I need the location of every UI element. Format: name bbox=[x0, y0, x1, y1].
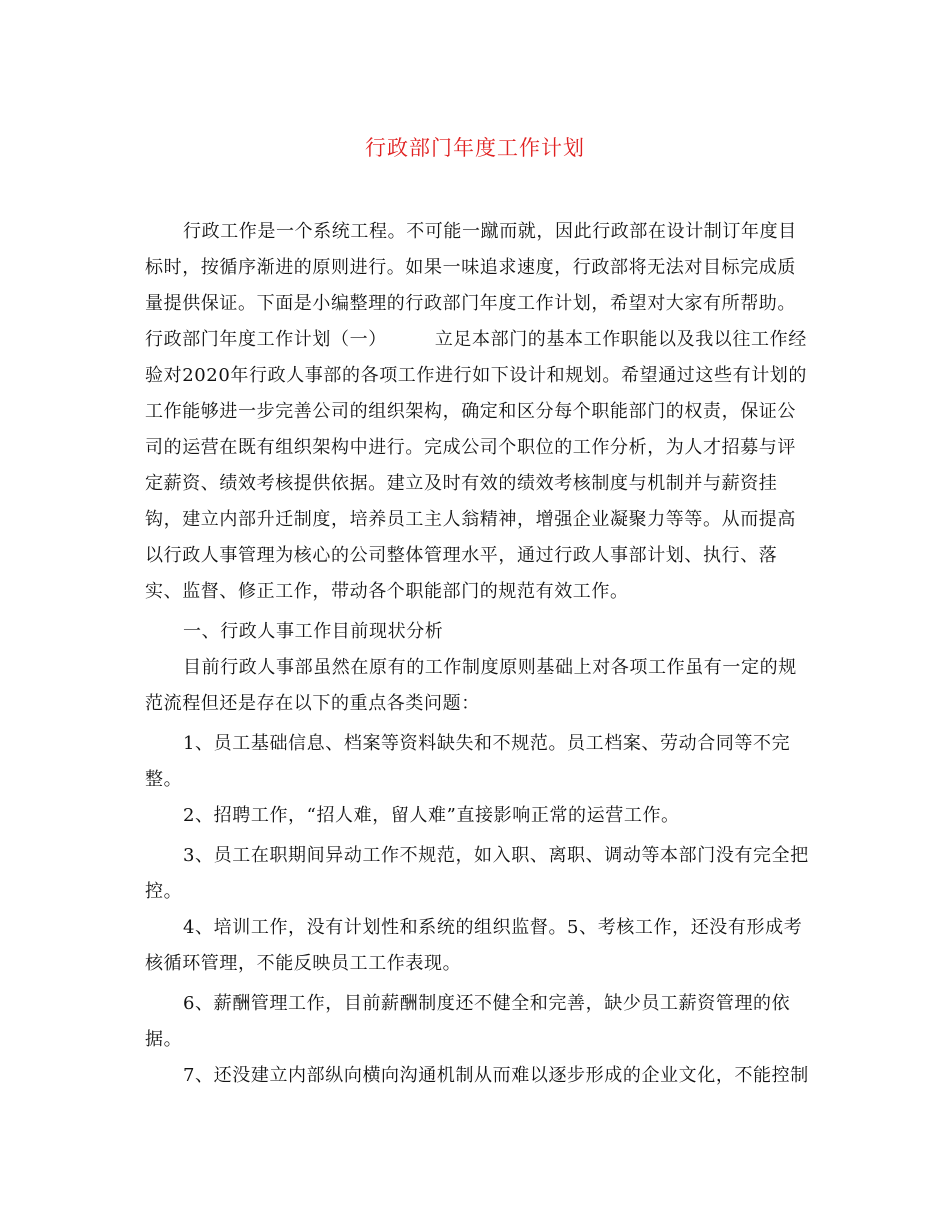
list-item-continuation: 整。 bbox=[145, 769, 183, 790]
paragraph-text: 立足本部门的基本工作职能以及我以往工作经 bbox=[434, 329, 807, 350]
list-item: 3、员工在职期间异动工作不规范，如入职、离职、调动等本部门没有完全把 bbox=[183, 845, 809, 866]
paragraph-line: 验对2020年行政人事部的各项工作进行如下设计和规划。希望通过这些有计划的 bbox=[145, 365, 808, 386]
list-item-continuation: 控。 bbox=[145, 881, 183, 902]
list-item: 2、招聘工作，“招人难，留人难”直接影响正常的运营工作。 bbox=[183, 805, 680, 826]
paragraph-line: 目前行政人事部虽然在原有的工作制度原则基础上对各项工作虽有一定的规 bbox=[183, 657, 797, 678]
paragraph-line: 实、监督、修正工作，带动各个职能部门的规范有效工作。 bbox=[145, 581, 629, 602]
document-title: 行政部门年度工作计划 bbox=[365, 136, 585, 160]
paragraph-line: 工作能够进一步完善公司的组织架构，确定和区分每个职能部门的权责，保证公 bbox=[145, 401, 796, 422]
list-item: 7、还没建立内部纵向横向沟通机制从而难以逐步形成的企业文化，不能控制 bbox=[183, 1065, 809, 1086]
paragraph-line: 行政工作是一个系统工程。不可能一蹴而就，因此行政部在设计制订年度目 bbox=[183, 221, 797, 242]
paragraph-line: 量提供保证。下面是小编整理的行政部门年度工作计划，希望对大家有所帮助。 bbox=[145, 293, 796, 314]
paragraph-line: 标时，按循序渐进的原则进行。如果一味追求速度，行政部将无法对目标完成质 bbox=[145, 257, 796, 278]
list-item: 4、培训工作，没有计划性和系统的组织监督。5、考核工作，还没有形成考 bbox=[183, 917, 803, 938]
list-item: 1、员工基础信息、档案等资料缺失和不规范。员工档案、劳动合同等不完 bbox=[183, 733, 791, 754]
paragraph-line: 钩，建立内部升迁制度，培养员工主人翁精神，增强企业凝聚力等等。从而提高 bbox=[145, 509, 796, 530]
paragraph-line: 以行政人事管理为核心的公司整体管理水平，通过行政人事部计划、执行、落 bbox=[145, 545, 778, 566]
list-item: 6、薪酬管理工作，目前薪酬制度还不健全和完善，缺少员工薪资管理的依 bbox=[183, 993, 791, 1014]
section-heading: 一、行政人事工作目前现状分析 bbox=[183, 621, 444, 642]
list-item-continuation: 核循环管理，不能反映员工工作表现。 bbox=[145, 953, 462, 974]
paragraph-line bbox=[145, 329, 807, 351]
paragraph-line: 定薪资、绩效考核提供依据。建立及时有效的绩效考核制度与机制并与薪资挂 bbox=[145, 473, 778, 494]
section-heading: 行政部门年度工作计划（一） bbox=[145, 329, 387, 350]
paragraph-line: 司的运营在既有组织架构中进行。完成公司个职位的工作分析，为人才招募与评 bbox=[145, 437, 796, 458]
list-item-continuation: 据。 bbox=[145, 1029, 183, 1050]
paragraph-line: 范流程但还是存在以下的重点各类问题： bbox=[145, 693, 480, 714]
